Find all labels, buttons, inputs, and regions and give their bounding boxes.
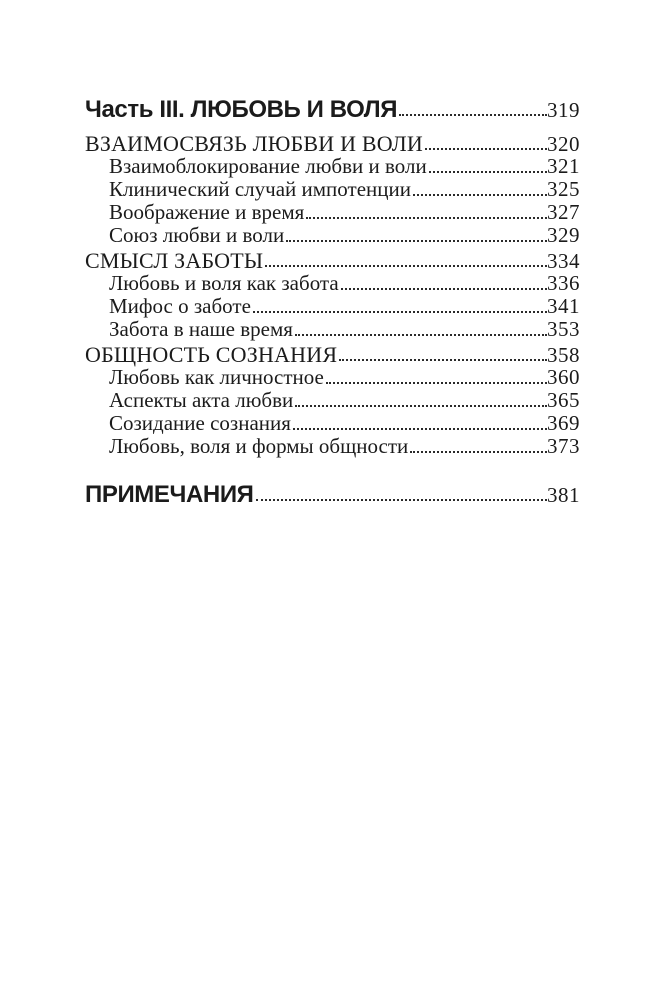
toc-entry — [85, 132, 580, 155]
toc-entry-page: 341 — [547, 294, 580, 318]
toc-entry-page: 358 — [547, 343, 580, 367]
toc-entry-page: 336 — [547, 271, 580, 295]
toc-entry — [85, 483, 580, 506]
toc-entry — [85, 412, 580, 435]
toc-entry-label: ПРИМЕЧАНИЯ — [85, 481, 254, 508]
toc-entry — [85, 201, 580, 224]
toc-entry-page: 365 — [547, 388, 580, 412]
dotted-leader — [295, 405, 547, 407]
toc-entry — [85, 98, 580, 121]
dotted-leader — [425, 148, 547, 150]
toc-entry — [85, 343, 580, 366]
toc-entry-label: Взаимоблокирование любви и воли — [109, 154, 427, 178]
toc-entry-page: 321 — [547, 154, 580, 178]
toc-entry-label: Союз любви и воли — [109, 223, 285, 247]
toc-entry — [85, 155, 580, 178]
dotted-leader — [341, 288, 547, 290]
dotted-leader — [265, 265, 547, 267]
toc-entry-label: Мифос о заботе — [109, 294, 251, 318]
toc-entry-label: Клинический случай импотенции — [109, 177, 411, 201]
toc-entry-label: Часть III. ЛЮБОВЬ И ВОЛЯ — [85, 96, 398, 123]
toc-entry-page: 325 — [547, 177, 580, 201]
toc-entry — [85, 178, 580, 201]
toc-entry-page: 369 — [547, 411, 580, 435]
toc-entry-label: Аспекты акта любви — [109, 388, 294, 412]
toc-entry-label: Любовь как личностное — [109, 365, 324, 389]
toc-entry-page: 329 — [547, 223, 580, 247]
toc-entry — [85, 366, 580, 389]
dotted-leader — [253, 311, 547, 313]
toc-entry-page: 320 — [547, 132, 580, 156]
toc-entry-label: ВЗАИМОСВЯЗЬ ЛЮБВИ И ВОЛИ — [85, 131, 423, 156]
toc-entry-label: Созидание сознания — [109, 411, 291, 435]
dotted-leader — [306, 217, 547, 219]
toc-entry-page: 327 — [547, 200, 580, 224]
toc-entry-page: 381 — [547, 483, 580, 507]
toc-entry — [85, 249, 580, 272]
dotted-leader — [286, 240, 547, 242]
toc-entry-label: Воображение и время — [109, 200, 305, 224]
toc-entry-page: 373 — [547, 434, 580, 458]
dotted-leader — [293, 428, 547, 430]
toc-entry-page: 319 — [547, 98, 580, 122]
toc-entry-page: 334 — [547, 249, 580, 273]
dotted-leader — [295, 334, 547, 336]
toc-entry — [85, 318, 580, 341]
dotted-leader — [413, 194, 547, 196]
toc-entry-page: 353 — [547, 317, 580, 341]
toc-entry-label: ОБЩНОСТЬ СОЗНАНИЯ — [85, 342, 338, 367]
dotted-leader — [429, 171, 547, 173]
toc-entry — [85, 435, 580, 458]
toc-entry-label: Любовь и воля как забота — [109, 271, 339, 295]
toc-entry-page: 360 — [547, 365, 580, 389]
dotted-leader — [399, 114, 547, 116]
dotted-leader — [410, 451, 547, 453]
toc-entry — [85, 224, 580, 247]
dotted-leader — [339, 359, 547, 361]
dotted-leader — [256, 499, 547, 501]
toc-entry — [85, 295, 580, 318]
toc-entry-label: Любовь, воля и формы общности — [109, 434, 409, 458]
dotted-leader — [326, 382, 547, 384]
toc-entry — [85, 272, 580, 295]
toc-entry-label: СМЫСЛ ЗАБОТЫ — [85, 248, 264, 273]
toc-entry — [85, 389, 580, 412]
toc-entry-label: Забота в наше время — [109, 317, 293, 341]
